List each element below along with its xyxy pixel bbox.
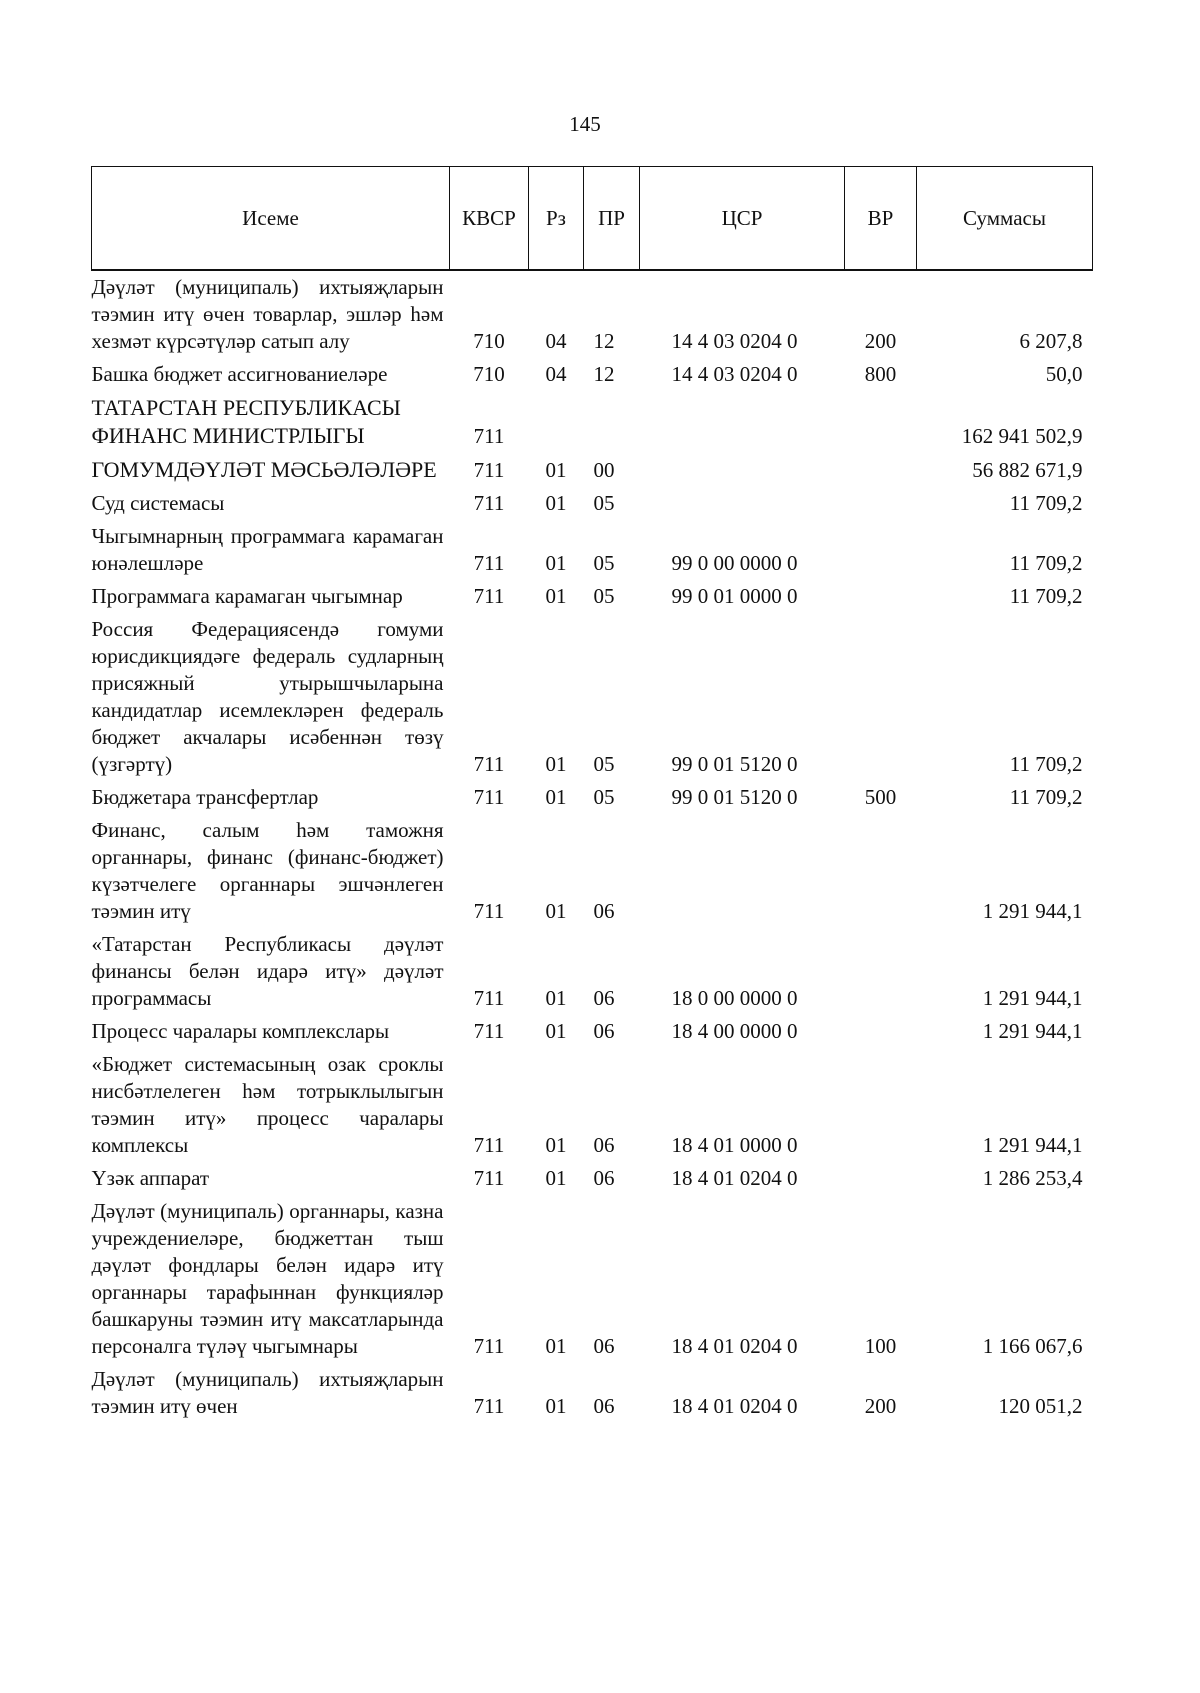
table-row bbox=[92, 814, 1093, 928]
cell-pr: 06 bbox=[593, 1019, 615, 1043]
cell-vr: 200 bbox=[864, 329, 897, 353]
cell-pr: 12 bbox=[593, 329, 615, 353]
table-row bbox=[92, 613, 1093, 781]
cell-vr bbox=[845, 580, 917, 613]
cell-sum: 1 291 944,1 bbox=[982, 899, 1083, 923]
cell-pr: 05 bbox=[593, 491, 615, 515]
cell-rz: 01 bbox=[545, 1394, 567, 1418]
cell-vr bbox=[845, 487, 917, 520]
header-name: Исеме bbox=[92, 167, 450, 271]
cell-rz: 04 bbox=[545, 362, 567, 386]
header-kvsr: КВСР bbox=[450, 167, 529, 271]
cell-kvsr: 711 bbox=[473, 785, 505, 809]
cell-pr: 06 bbox=[593, 1334, 615, 1358]
cell-kvsr: 711 bbox=[473, 986, 505, 1010]
cell-sum: 1 291 944,1 bbox=[982, 1133, 1083, 1157]
cell-name: Башка бюджет ассигнованиеләре bbox=[91, 362, 388, 386]
cell-pr: 05 bbox=[593, 551, 615, 575]
cell-csr: 99 0 00 0000 0 bbox=[671, 551, 798, 575]
cell-csr bbox=[640, 453, 845, 487]
cell-sum: 1 291 944,1 bbox=[982, 986, 1083, 1010]
table-row bbox=[92, 1162, 1093, 1195]
cell-vr bbox=[845, 1015, 917, 1048]
budget-table bbox=[91, 166, 1093, 1423]
cell-name: Дәүләт (муниципаль) ихтыяҗларын тәэмин итү өчен товарлар, эшләр һәм хезмәт күрсәтүләр сатып алу bbox=[91, 275, 444, 353]
cell-csr: 18 4 01 0204 0 bbox=[671, 1334, 798, 1358]
cell-kvsr: 711 bbox=[473, 1166, 505, 1190]
table-body bbox=[92, 270, 1093, 1423]
cell-sum: 11 709,2 bbox=[1009, 584, 1083, 608]
cell-kvsr: 711 bbox=[473, 1334, 505, 1358]
cell-name: «Бюджет системасының озак сроклы нисбәтлелеген һәм тотрыклылыгын тәэмин итү» процесс чаралары комплексы bbox=[91, 1052, 444, 1157]
table-row bbox=[92, 781, 1093, 814]
table-row bbox=[92, 1048, 1093, 1162]
table-row bbox=[92, 391, 1093, 453]
cell-name: «Татарстан Республикасы дәүләт финансы белән идарә итү» дәүләт программасы bbox=[91, 932, 444, 1010]
cell-vr: 500 bbox=[864, 785, 897, 809]
cell-name: Программага карамаган чыгымнар bbox=[91, 584, 403, 608]
cell-name: Россия Федерациясендә гомуми юрисдикциядәге федераль судларның присяжный утырышчыларына кандидатлар исемлекләрен федераль бюджет акчалары исәбеннән төзү (үзгәртү) bbox=[91, 617, 444, 776]
cell-pr: 05 bbox=[593, 785, 615, 809]
cell-vr bbox=[845, 453, 917, 487]
cell-pr: 05 bbox=[593, 584, 615, 608]
header-vr: ВР bbox=[845, 167, 917, 271]
table-row bbox=[92, 358, 1093, 391]
header-csr: ЦСР bbox=[640, 167, 845, 271]
cell-vr bbox=[845, 1162, 917, 1195]
cell-rz: 01 bbox=[545, 491, 567, 515]
cell-vr bbox=[845, 613, 917, 781]
cell-rz: 01 bbox=[545, 986, 567, 1010]
cell-csr: 99 0 01 0000 0 bbox=[671, 584, 798, 608]
cell-sum: 162 941 502,9 bbox=[961, 424, 1083, 448]
table-row bbox=[92, 520, 1093, 580]
cell-name: ТАТАРСТАН РЕСПУБЛИКАСЫ ФИНАНС МИНИСТРЛЫГЫ bbox=[91, 395, 401, 448]
cell-name: Дәүләт (муниципаль) ихтыяҗларын тәэмин итү өчен bbox=[91, 1367, 444, 1418]
cell-csr: 99 0 01 5120 0 bbox=[671, 752, 798, 776]
cell-rz: 01 bbox=[545, 1133, 567, 1157]
table-row bbox=[92, 580, 1093, 613]
cell-csr bbox=[640, 391, 845, 453]
cell-rz bbox=[529, 391, 584, 453]
cell-rz: 01 bbox=[545, 1019, 567, 1043]
cell-rz: 01 bbox=[545, 1334, 567, 1358]
cell-sum: 11 709,2 bbox=[1009, 551, 1083, 575]
cell-vr: 200 bbox=[864, 1394, 897, 1418]
header-rz: Рз bbox=[529, 167, 584, 271]
cell-sum: 11 709,2 bbox=[1009, 752, 1083, 776]
cell-rz: 01 bbox=[545, 752, 567, 776]
cell-rz: 01 bbox=[545, 551, 567, 575]
cell-pr: 00 bbox=[593, 458, 615, 482]
cell-vr: 800 bbox=[864, 362, 897, 386]
cell-kvsr: 711 bbox=[473, 752, 505, 776]
header-sum: Суммасы bbox=[917, 167, 1093, 271]
cell-csr bbox=[640, 814, 845, 928]
cell-pr: 06 bbox=[593, 1133, 615, 1157]
cell-name: Финанс, салым һәм таможня органнары, финанс (финанс-бюджет) күзәтчелеге органнары эшчәнлеген тәэмин итү bbox=[91, 818, 444, 923]
cell-kvsr: 711 bbox=[473, 1019, 505, 1043]
cell-sum: 1 286 253,4 bbox=[982, 1166, 1083, 1190]
cell-csr: 18 4 01 0204 0 bbox=[671, 1166, 798, 1190]
cell-vr bbox=[845, 391, 917, 453]
table-row bbox=[92, 1015, 1093, 1048]
cell-pr: 06 bbox=[593, 899, 615, 923]
cell-csr: 14 4 03 0204 0 bbox=[671, 362, 798, 386]
cell-pr: 06 bbox=[593, 1394, 615, 1418]
cell-rz: 01 bbox=[545, 785, 567, 809]
cell-sum: 6 207,8 bbox=[1019, 329, 1083, 353]
table-row bbox=[92, 928, 1093, 1015]
cell-csr: 18 4 00 0000 0 bbox=[671, 1019, 798, 1043]
table-row bbox=[92, 453, 1093, 487]
cell-rz: 01 bbox=[545, 584, 567, 608]
cell-kvsr: 711 bbox=[473, 584, 505, 608]
cell-kvsr: 711 bbox=[473, 424, 505, 448]
table-header bbox=[92, 167, 1093, 271]
table-row bbox=[92, 270, 1093, 358]
cell-pr bbox=[584, 391, 640, 453]
cell-sum: 1 166 067,6 bbox=[982, 1334, 1083, 1358]
cell-name: Үзәк аппарат bbox=[91, 1166, 210, 1190]
cell-sum: 11 709,2 bbox=[1009, 491, 1083, 515]
cell-csr: 18 0 00 0000 0 bbox=[671, 986, 798, 1010]
cell-kvsr: 711 bbox=[473, 899, 505, 923]
cell-kvsr: 711 bbox=[473, 458, 505, 482]
header-pr: ПР bbox=[584, 167, 640, 271]
cell-kvsr: 710 bbox=[473, 362, 505, 386]
cell-vr bbox=[845, 928, 917, 1015]
page-number: 145 bbox=[569, 112, 601, 136]
cell-name: Процесс чаралары комплекслары bbox=[91, 1019, 390, 1043]
cell-rz: 04 bbox=[545, 329, 567, 353]
cell-sum: 120 051,2 bbox=[998, 1394, 1083, 1418]
cell-sum: 11 709,2 bbox=[1009, 785, 1083, 809]
cell-sum: 56 882 671,9 bbox=[972, 458, 1083, 482]
cell-rz: 01 bbox=[545, 458, 567, 482]
cell-vr bbox=[845, 520, 917, 580]
cell-name: ГОМУМДӘҮЛӘТ МӘСЬӘЛӘЛӘРЕ bbox=[91, 457, 437, 482]
cell-csr: 14 4 03 0204 0 bbox=[671, 329, 798, 353]
cell-name: Чыгымнарның программага карамаган юнәлешләре bbox=[91, 524, 444, 575]
cell-pr: 05 bbox=[593, 752, 615, 776]
cell-kvsr: 710 bbox=[473, 329, 505, 353]
cell-csr: 18 4 01 0204 0 bbox=[671, 1394, 798, 1418]
cell-vr bbox=[845, 814, 917, 928]
cell-name: Бюджетара трансфертлар bbox=[91, 785, 319, 809]
cell-kvsr: 711 bbox=[473, 1394, 505, 1418]
table-row bbox=[92, 1195, 1093, 1363]
cell-rz: 01 bbox=[545, 899, 567, 923]
cell-vr: 100 bbox=[864, 1334, 897, 1358]
cell-csr bbox=[640, 487, 845, 520]
table-row bbox=[92, 487, 1093, 520]
cell-pr: 12 bbox=[593, 362, 615, 386]
cell-name: Дәүләт (муниципаль) органнары, казна учреждениеләре, бюджеттан тыш дәүләт фондлары белән идарә итү органнары тарафыннан функцияләр башкаруны тәэмин итү максатларында персоналга түләү чыгымнары bbox=[91, 1199, 444, 1358]
cell-kvsr: 711 bbox=[473, 551, 505, 575]
cell-name: Суд системасы bbox=[91, 491, 225, 515]
cell-kvsr: 711 bbox=[473, 491, 505, 515]
cell-csr: 18 4 01 0000 0 bbox=[671, 1133, 798, 1157]
cell-vr bbox=[845, 1048, 917, 1162]
cell-pr: 06 bbox=[593, 986, 615, 1010]
cell-rz: 01 bbox=[545, 1166, 567, 1190]
cell-pr: 06 bbox=[593, 1166, 615, 1190]
cell-csr: 99 0 01 5120 0 bbox=[671, 785, 798, 809]
cell-sum: 50,0 bbox=[1045, 362, 1083, 386]
table-row bbox=[92, 1363, 1093, 1423]
cell-kvsr: 711 bbox=[473, 1133, 505, 1157]
cell-sum: 1 291 944,1 bbox=[982, 1019, 1083, 1043]
